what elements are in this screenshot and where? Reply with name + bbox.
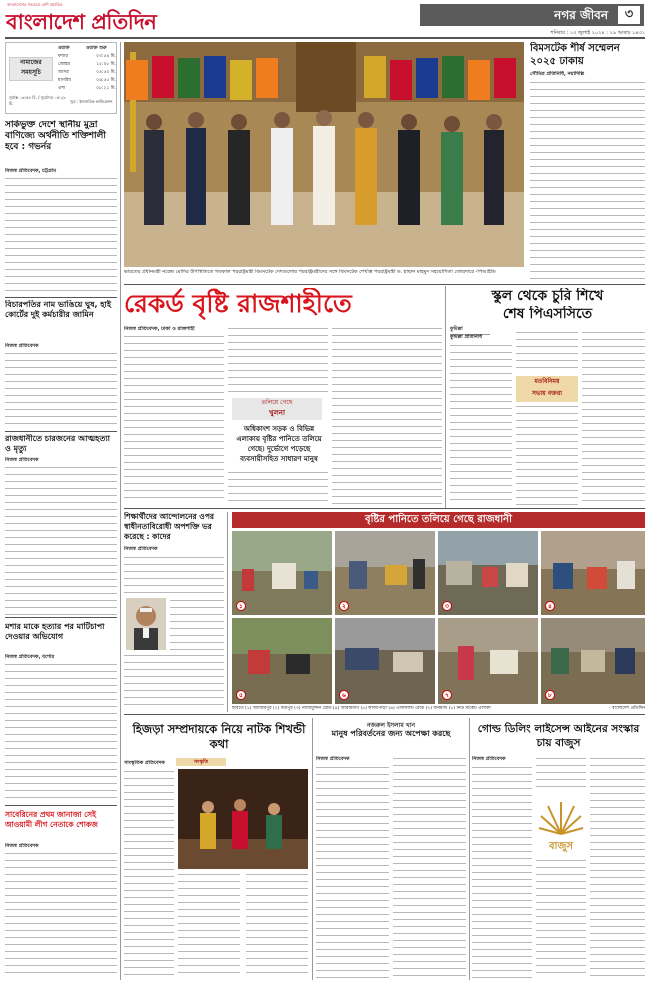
kader-portrait-drawing [126, 598, 166, 650]
gold-body-col2-bottom [536, 858, 586, 979]
masthead-logo[interactable]: বাংলাদেশ প্রতিদিন [6, 9, 157, 34]
page-number: ৩ [618, 6, 640, 24]
hijra-tag: সংস্কৃতি [176, 758, 226, 766]
bimstec-photo-drawing [124, 42, 524, 267]
bajus-logo-text: বাজুস [548, 841, 574, 852]
prayer-row [58, 53, 116, 61]
flood-photo-6-drawing [335, 618, 435, 704]
nazrul-headline[interactable]: মানুষ পরিবর্তনের জন্য অপেক্ষা করছে [331, 729, 451, 738]
flood-photo-8-drawing [541, 618, 645, 704]
jessore-headline[interactable]: মশার মাকে হত্যার পর মাটিচাপা দেওয়ার অভিযোগ [5, 622, 105, 641]
column-divider [445, 286, 446, 508]
suicide-byline: নিজস্ব প্রতিবেদক [5, 457, 39, 463]
prayer-time: ১২:০৮ মি. [96, 62, 116, 67]
column-divider [227, 512, 228, 712]
school-body-col2-bottom [516, 404, 578, 505]
gov-headline[interactable]: সার্কভুক্ত দেশে স্থানীয় মুদ্রা বাণিজ্যে অর্থনীতি শক্তিশালী হবে : গভর্নর [5, 120, 106, 152]
hijra-body-col3 [246, 872, 308, 979]
gold-byline: নিজস্ব প্রতিবেদক [472, 756, 506, 762]
flood-photo-5 [232, 618, 332, 704]
header-rule [5, 37, 645, 39]
flood-photo-3-drawing [438, 531, 538, 615]
flood-banner-text: বৃষ্টির পানিতে তলিয়ে গেছে রাজধানী [365, 514, 512, 525]
nazrul-kicker: নজরুল ইসলাম খান [366, 722, 416, 729]
rain-inset-line1: তলিয়ে গেছে [261, 399, 293, 406]
nazrul-body-col1 [316, 765, 389, 979]
gold-body-col2-top [536, 756, 586, 792]
gold-body-col3 [590, 756, 645, 979]
flood-photo-7 [438, 618, 538, 704]
school-body-col2-top [516, 330, 578, 374]
flood-photo-number: ৮ [545, 690, 555, 700]
people [144, 110, 504, 225]
flood-photo-number: ৩ [442, 601, 452, 611]
column-divider [469, 718, 470, 980]
school-headline-line1[interactable]: স্কুল থেকে চুরি শিখে [491, 288, 604, 304]
prayer-name: এশা [58, 86, 66, 91]
flood-photo-8 [541, 618, 645, 704]
divider [5, 617, 117, 618]
suicide-headline[interactable]: রাজধানীতে চারজনের আত্মহত্যা ও মৃত্যু [5, 434, 111, 453]
flood-photo-2-drawing [335, 531, 435, 615]
section-rule [124, 508, 645, 509]
gov-body [5, 176, 117, 294]
rain-deck: অধিকাংশ সড়ক ও বিভিন্ন এলাকায় বৃষ্টির পানিতে তলিয়ে গেছে। দুর্ভোগে পড়েছে ব্যবসায়ীসহিত সাধারণ মানুষ [236, 425, 322, 463]
flood-photo-number: ৭ [442, 690, 452, 700]
school-inset [516, 376, 578, 402]
bribe-body [5, 351, 117, 429]
bajus-logo-mark [538, 796, 584, 836]
section-rule [124, 714, 645, 715]
flood-photo-4-drawing [541, 531, 645, 615]
section-title: নগর জীবন [554, 8, 608, 22]
flood-photo-3 [438, 531, 538, 615]
kader-portrait [126, 598, 166, 650]
prayer-name: মাগরিব [58, 78, 72, 83]
divider [5, 431, 117, 432]
bimstec-byline: সৌমিত্র প্রতিনিধি, নয়াদিল্লি [530, 71, 585, 77]
school-inset-line2: সভায় বক্তরা [531, 390, 562, 397]
prayer-time: ০৮:২১ মি. [96, 86, 116, 91]
school-kicker: কুমিল্লা [450, 326, 490, 335]
kader-headline[interactable]: শিক্ষার্থীদের আন্দোলনের ওপর স্বাধীনতাবিরোধী অপশক্তি ভর করেছে : কাদের [124, 512, 215, 541]
prayer-sun-times: সূর্যাস্ত ০৬:৫৪ মি. / সূর্যোদয় ০৫:২৮ মি. [9, 95, 66, 106]
prayer-name: জোহর [58, 62, 70, 67]
school-headline-line2[interactable]: শেষ পিএসসিতে [502, 306, 593, 322]
nazrul-byline: নিজস্ব প্রতিবেদক [316, 756, 350, 762]
issue-date: শনিবার : ১৩ জুলাই ২০২৪ : ২৯ আষাঢ় ১৪৩১ [550, 30, 645, 36]
flood-photo-number: ৫ [236, 690, 246, 700]
hijra-headline[interactable]: হিজড়া সম্প্রদায়কে নিয়ে নাটক শিখন্ডী কথা [132, 722, 306, 751]
hijra-stage-photo-drawing [178, 769, 308, 869]
prayer-title-line1: নামাজের [20, 59, 42, 66]
column-divider [120, 42, 121, 980]
bribe-byline: নিজস্ব প্রতিবেদক [5, 343, 39, 349]
prayer-time: ০৪:৫০ মি. [96, 70, 116, 75]
prayer-row [58, 77, 116, 85]
school-inset-line1: মতবিনিময় [534, 378, 560, 385]
bribe-headline[interactable]: বিচারপতির নাম ভাঙিয়ে ঘুষ, হাই কোর্টের দুই কর্মচারীর জামিন [5, 300, 112, 319]
prayer-title-line2: সময়সূচি [21, 69, 41, 76]
divider [5, 805, 117, 806]
flood-photo-6 [335, 618, 435, 704]
hijra-body-col2 [178, 872, 240, 979]
prayer-times-box [5, 42, 117, 114]
kader-byline: নিজস্ব প্রতিবেদক [124, 546, 158, 552]
bimstec-photo-caption: ভারতের প্রধানমন্ত্রী নরেন্দ্র মোদির উপস্থিতিতে গতকাল পররাষ্ট্রমন্ত্রী বিমসটেক দেশগুলোর পররাষ্ট্রমন্ত্রীদের সঙ্গে বিমসটেক শেখস্তি পররাষ্ট্রমন্ত্রী ড. হাছান মাহমুদ সহযোগিতা জোরদারে -পিআইডি [124, 269, 496, 275]
gov-byline: নিজস্ব প্রতিবেদক, চট্টগ্রাম [5, 168, 56, 174]
divider [5, 297, 117, 298]
prayer-row [58, 61, 116, 69]
prayer-col-head-1: ওয়াক্ত [58, 46, 70, 51]
gold-headline[interactable]: গোল্ড ডিলিং লাইসেন্স আইনের সংস্কার চায় বাজুস [477, 723, 640, 749]
prayer-col-head-2: ওয়াক্ত শুরু [86, 46, 107, 51]
showcause-headline[interactable]: সাবেরিনের প্রথম জানাজা সেই আওয়ামী লীগ নেতাকে শোকজ [5, 810, 98, 829]
flood-photo-1-drawing [232, 531, 332, 615]
column-divider [312, 718, 313, 980]
prayer-source: সূত্র : ইসলামিক ফাউন্ডেশন [70, 99, 113, 104]
bajus-logo [538, 796, 584, 854]
prayer-time: ০৩:৫৪ মি. [96, 54, 116, 59]
section-rule [124, 284, 645, 285]
flood-caption: ছবিতে (১) আজিমপুর (২) মিরপুর (৩) নাজিমুদ্দিন রোড (৪) আরামবাগ (৫) কাজীপাড়া (৬) এলিফ্যান্ট রোড (৭) ধানমন্ডি (৮) নিউ মার্কেট এলাকা [232, 706, 491, 711]
flood-photo-number: ২ [339, 601, 349, 611]
flood-photo-7-drawing [438, 618, 538, 704]
rain-inset-line2: খুলনা [268, 409, 286, 417]
masthead-kicker: বাংলাদেশের সবচেয়ে বেশি প্রচারিত [7, 2, 63, 7]
jessore-byline: নিজস্ব প্রতিবেদক, যশোর [5, 654, 55, 660]
flood-photo-number: ৬ [339, 690, 349, 700]
rain-body-col2-bottom [228, 470, 328, 504]
flood-photo-number: ১ [236, 601, 246, 611]
school-body-col1 [450, 343, 512, 505]
prayer-title-panel [9, 57, 53, 81]
rain-body-col2-top [228, 326, 328, 396]
prayer-rows [58, 53, 116, 93]
flood-credit: - বাংলাদেশ প্রতিদিন [608, 706, 645, 711]
section-bar [420, 4, 644, 26]
prayer-row [58, 69, 116, 77]
flood-photo-number: ৪ [545, 601, 555, 611]
flood-photo-4 [541, 531, 645, 615]
kader-body-side [170, 598, 224, 650]
rain-inset-box [232, 398, 322, 420]
prayer-row [58, 85, 116, 93]
flood-photo-5-drawing [232, 618, 332, 704]
hijra-body-col1 [124, 769, 174, 979]
rain-byline: নিজস্ব প্রতিবেদক, ঢাকা ও রাজশাহী [124, 326, 195, 332]
flood-banner [232, 512, 645, 528]
nazrul-body-col2 [393, 756, 466, 979]
jessore-body [5, 662, 117, 802]
flood-photo-1 [232, 531, 332, 615]
showcause-body [5, 851, 117, 979]
prayer-name: আসর [58, 70, 69, 75]
hijra-byline: সাংস্কৃতিক প্রতিবেদক [124, 760, 165, 766]
showcause-byline: নিজস্ব প্রতিবেদক [5, 843, 39, 849]
bimstec-group-photo [124, 42, 524, 267]
school-byline: কুমিল্লা প্রতিনিধি [450, 334, 483, 340]
kader-body-bottom [124, 653, 224, 711]
rain-body-col3 [332, 326, 442, 504]
bimstec-headline[interactable]: বিমসটেক শীর্ষ সম্মেলন ২০২৫ ঢাকায় [530, 43, 620, 67]
prayer-time: ০৬:৫৫ মি. [96, 78, 116, 83]
kader-body-top [124, 555, 224, 595]
prayer-name: ফজর [58, 54, 68, 59]
hijra-stage-photo [178, 769, 308, 869]
bimstec-body [530, 80, 645, 280]
suicide-body [5, 465, 117, 615]
gold-body-col1 [472, 765, 532, 979]
rain-body-col1 [124, 334, 224, 504]
flood-photo-2 [335, 531, 435, 615]
rain-headline[interactable]: রেকর্ড বৃষ্টি রাজশাহীতে [124, 289, 352, 318]
school-body-col3 [582, 330, 645, 505]
